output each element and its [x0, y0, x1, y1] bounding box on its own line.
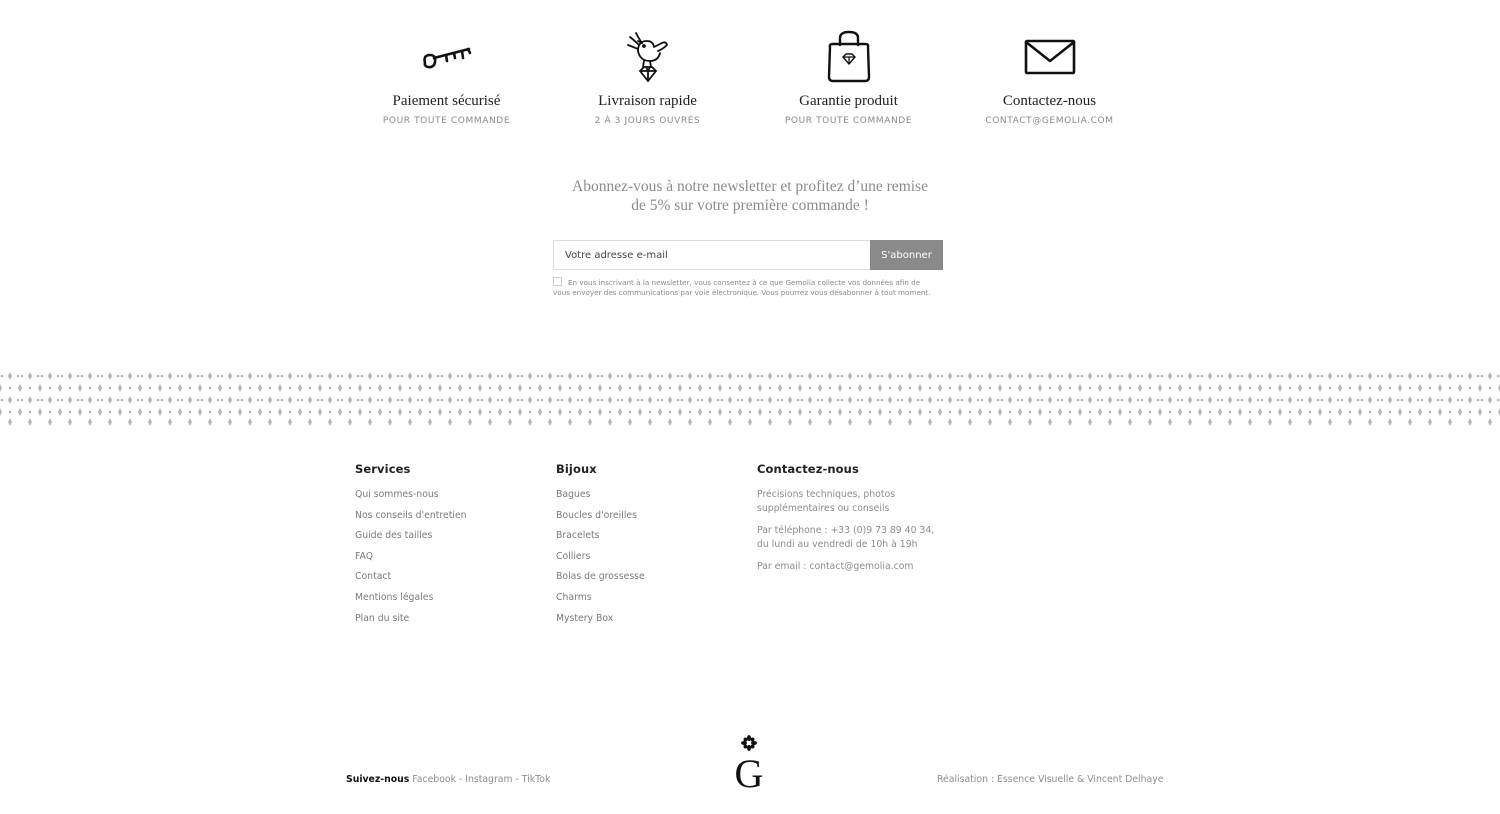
footer-link[interactable]: Mentions légales	[355, 591, 434, 603]
flower-icon	[741, 735, 757, 751]
footer-link[interactable]: Bolas de grossesse	[556, 571, 645, 583]
footer-link[interactable]: Colliers	[556, 550, 591, 562]
shopping-bag-diamond-icon	[748, 28, 949, 86]
footer-heading-contact: Contactez-nous	[757, 462, 859, 476]
subscribe-button[interactable]: S'abonner	[870, 240, 943, 270]
contact-email-line[interactable]: Par email : contact@gemolia.com	[757, 561, 914, 572]
footer-link[interactable]: Boucles d'oreilles	[556, 509, 637, 521]
footer-link[interactable]: Guide des tailles	[355, 530, 433, 542]
bijoux-links	[556, 488, 645, 632]
logo-letter: G	[734, 751, 764, 791]
footer-link[interactable]: FAQ	[355, 550, 374, 562]
feature-subtitle: POUR TOUTE COMMANDE	[382, 116, 511, 126]
follow-label: Suivez-nous	[346, 774, 410, 785]
feature-title: Contactez-nous	[1002, 93, 1097, 109]
consent-text-block	[553, 277, 938, 297]
newsletter-heading-line1: Abonnez-vous à notre newsletter et profitez d’une remise	[572, 178, 928, 195]
credits[interactable]: Réalisation : Essence Visuelle & Vincent Delhaye	[937, 774, 1164, 785]
social-link-instagram[interactable]: Instagram	[465, 774, 513, 785]
footer-column-services	[355, 462, 467, 632]
feature-title: Paiement sécurisé	[392, 93, 501, 109]
bird-diamond-icon	[547, 28, 748, 86]
newsletter-heading-line2: de 5% sur votre première commande !	[631, 197, 869, 214]
footer-link[interactable]: Mystery Box	[556, 612, 614, 624]
feature-secure-payment	[346, 28, 547, 126]
envelope-icon	[949, 28, 1150, 86]
newsletter-form	[553, 240, 943, 270]
social-link-facebook[interactable]: Facebook	[412, 774, 456, 785]
footer-link[interactable]: Contact	[355, 571, 392, 583]
footer-link[interactable]: Nos conseils d'entretien	[355, 509, 467, 521]
key-icon	[346, 28, 547, 86]
gemolia-logo[interactable]	[728, 735, 770, 791]
social-link-tiktok[interactable]: TikTok	[521, 774, 551, 785]
consent-checkbox[interactable]	[553, 277, 562, 286]
footer-link[interactable]: Plan du site	[355, 612, 410, 624]
footer-column-bijoux	[556, 462, 645, 632]
footer-link[interactable]: Bagues	[556, 489, 591, 500]
social-links	[346, 774, 550, 785]
feature-subtitle: POUR TOUTE COMMANDE	[784, 116, 913, 126]
newsletter-heading	[0, 177, 1500, 215]
decorative-pattern-band	[0, 370, 1500, 426]
feature-subtitle: CONTACT@GEMOLIA.COM	[985, 116, 1114, 126]
consent-text: En vous inscrivant à la newsletter, vous consentez à ce que Gemolia collecte vos données afin de vous envoyer des communications par voie électronique. Vous pourrez vous désabonner à tout moment.	[553, 278, 931, 297]
services-links	[355, 488, 467, 632]
footer-link[interactable]: Charms	[556, 591, 592, 603]
contact-phone-line: Par téléphone : +33 (0)9 73 89 40 34, du lundi au vendredi de 10h à 19h	[757, 525, 935, 550]
feature-product-guarantee	[748, 28, 949, 126]
separator: -	[512, 774, 522, 785]
footer-heading-bijoux: Bijoux	[556, 462, 597, 476]
feature-subtitle: 2 À 3 JOURS OUVRÉS	[594, 116, 701, 126]
email-field[interactable]	[553, 240, 870, 270]
contact-info-line: Précisions techniques, photos supplémentaires ou conseils	[757, 489, 896, 514]
feature-fast-delivery	[547, 28, 748, 126]
footer-link[interactable]: Qui sommes-nous	[355, 489, 439, 500]
footer-heading-services: Services	[355, 462, 411, 476]
separator: -	[455, 774, 466, 785]
feature-title: Garantie produit	[799, 93, 898, 109]
footer-column-contact	[757, 462, 937, 582]
feature-title: Livraison rapide	[598, 93, 697, 109]
footer-link[interactable]: Bracelets	[556, 530, 600, 542]
features-row	[346, 28, 1151, 126]
feature-contact	[949, 28, 1150, 126]
